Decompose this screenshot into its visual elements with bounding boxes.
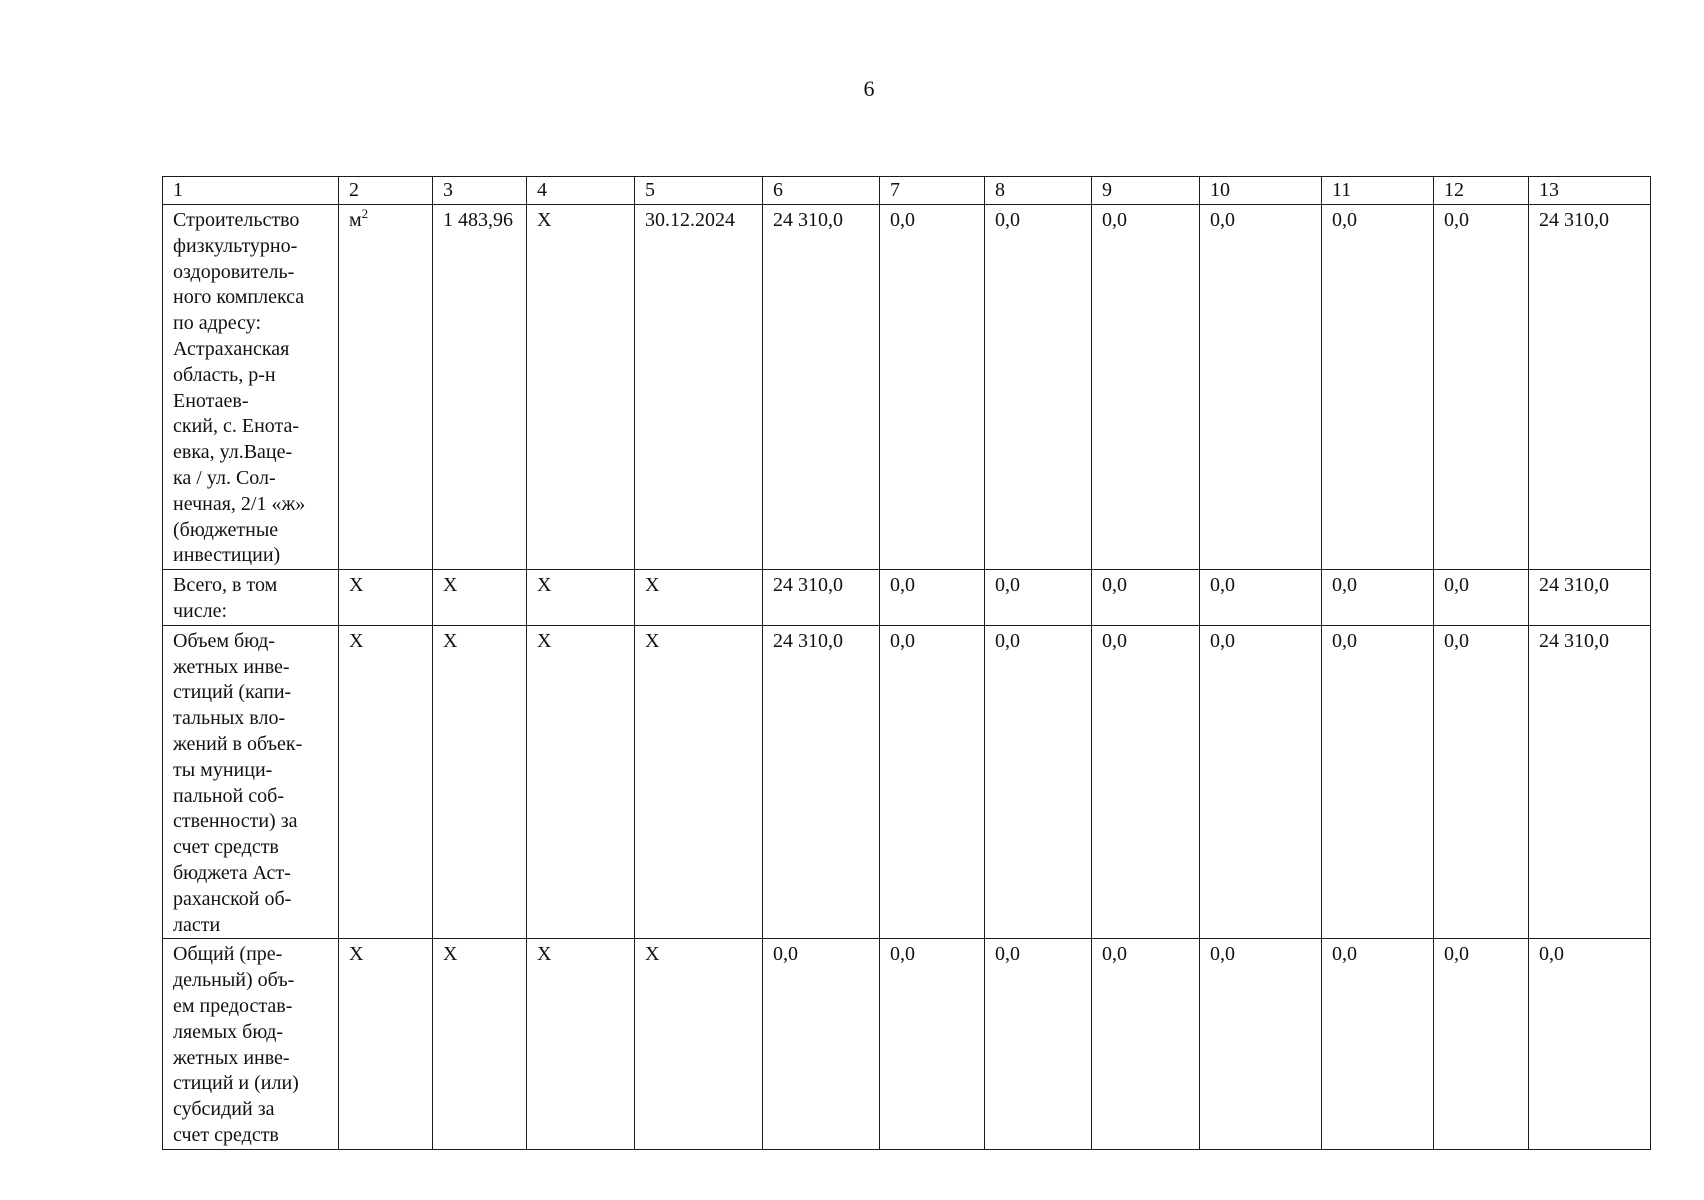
table-cell: 0,0	[880, 939, 985, 1149]
row-title-line: пальной соб-	[173, 784, 284, 807]
table-cell: X	[433, 570, 527, 626]
row-title-line: ляемых бюд-	[173, 1020, 284, 1043]
row-title-line: по адресу:	[173, 312, 262, 335]
row-title-line: субсидий за	[173, 1098, 275, 1121]
unit-value: м	[349, 209, 362, 231]
table-cell: 24 310,0	[1529, 570, 1651, 626]
row-title-line: жений в объек-	[173, 732, 303, 755]
row-title-line: счет средств	[173, 1123, 279, 1146]
table-cell: 0,0	[1200, 205, 1322, 570]
row-title-line: Общий (пре-	[173, 943, 283, 966]
table-cell: 0,0	[1200, 570, 1322, 626]
table-cell: 0,0	[1434, 939, 1529, 1149]
table-cell: X	[339, 570, 433, 626]
row-title-line: жетных инве-	[173, 1046, 290, 1069]
column-number: 4	[527, 177, 635, 205]
table-cell: 0,0	[1200, 939, 1322, 1149]
column-number: 11	[1322, 177, 1434, 205]
table-cell: 0,0	[880, 570, 985, 626]
table-cell: 0,0	[985, 939, 1092, 1149]
table-cell: X	[339, 625, 433, 939]
column-number: 8	[985, 177, 1092, 205]
row-title-line: числе:	[173, 599, 228, 622]
table-cell: X	[527, 205, 635, 570]
table-cell: 0,0	[1529, 939, 1651, 1149]
row-title-line: раханской об-	[173, 887, 292, 910]
row-title-line: ты муници-	[173, 758, 273, 781]
row-title-cell	[163, 625, 339, 939]
row-title-line: (бюджетные	[173, 518, 279, 541]
column-number: 13	[1529, 177, 1651, 205]
row-title-line: оздоровитель-	[173, 260, 295, 283]
row-title-line: ласти	[173, 913, 221, 936]
row-title-line: область, р-н	[173, 363, 276, 386]
row-title-line: Всего, в том	[173, 574, 278, 597]
row-title-line: ский, с. Енота-	[173, 415, 300, 438]
table-row-construction-object	[163, 205, 1651, 570]
column-number: 9	[1092, 177, 1200, 205]
table-cell: 0,0	[985, 625, 1092, 939]
row-title-line: Строительство	[173, 209, 300, 231]
column-number: 5	[635, 177, 763, 205]
table-cell: 1 483,96	[433, 205, 527, 570]
table-cell: 0,0	[1322, 939, 1434, 1149]
table-cell: X	[527, 625, 635, 939]
row-title-line: Объем бюд-	[173, 629, 275, 652]
row-title-cell	[163, 939, 339, 1149]
table-cell: 0,0	[1434, 570, 1529, 626]
row-title-line: ем предостав-	[173, 994, 293, 1017]
table-cell: 0,0	[985, 570, 1092, 626]
row-title-line: физкультурно-	[173, 234, 298, 257]
row-title-line: евка, ул.Ваце-	[173, 441, 293, 464]
table-cell: 0,0	[1322, 570, 1434, 626]
row-title-line: ственности) за	[173, 810, 298, 833]
row-title-line: ка / ул. Сол-	[173, 466, 276, 489]
table-cell: X	[339, 939, 433, 1149]
row-title-line: тальных вло-	[173, 707, 286, 730]
table-cell: 30.12.2024	[635, 205, 763, 570]
row-title-line: Астраханская	[173, 337, 290, 360]
table-cell: 0,0	[1434, 205, 1529, 570]
table-cell: 24 310,0	[763, 625, 880, 939]
row-title-line: дельный) объ-	[173, 969, 295, 992]
row-title-line: стиций и (или)	[173, 1072, 299, 1095]
row-title-line: счет средств	[173, 836, 279, 859]
table-cell: 0,0	[880, 625, 985, 939]
row-title-cell	[163, 570, 339, 626]
column-number: 3	[433, 177, 527, 205]
column-number: 6	[763, 177, 880, 205]
table-cell: X	[433, 625, 527, 939]
column-number: 12	[1434, 177, 1529, 205]
table-cell: X	[635, 570, 763, 626]
row-title-line: стиций (капи-	[173, 681, 292, 704]
table-cell: 0,0	[880, 205, 985, 570]
table-cell: 0,0	[1092, 625, 1200, 939]
column-number: 7	[880, 177, 985, 205]
table-cell: 24 310,0	[1529, 205, 1651, 570]
row-title-line: инвестиции)	[173, 544, 281, 567]
table-row-total	[163, 570, 1651, 626]
row-title-line: жетных инве-	[173, 655, 290, 678]
table-cell: 0,0	[1092, 939, 1200, 1149]
table-cell: X	[433, 939, 527, 1149]
row-title-line: Енотаев-	[173, 389, 249, 412]
column-number-row	[163, 177, 1651, 205]
unit-superscript: 2	[361, 206, 369, 221]
row-title-line: бюджета Аст-	[173, 861, 291, 884]
table-cell: X	[527, 939, 635, 1149]
row-title-cell	[163, 205, 339, 570]
table-cell: 0,0	[1322, 205, 1434, 570]
table-cell: 0,0	[1322, 625, 1434, 939]
row-title-line: нечная, 2/1 «ж»	[173, 492, 306, 515]
budget-investment-table	[162, 176, 1651, 1150]
table-cell: 0,0	[1434, 625, 1529, 939]
table-cell: 0,0	[985, 205, 1092, 570]
page-number: 6	[863, 76, 875, 101]
table-cell: 24 310,0	[763, 205, 880, 570]
table-cell: X	[635, 625, 763, 939]
table-cell: X	[635, 939, 763, 1149]
table-row-total-limit	[163, 939, 1651, 1149]
row-title-line: ного комплекса	[173, 286, 305, 309]
unit-cell	[339, 205, 433, 570]
table-cell: 0,0	[763, 939, 880, 1149]
column-number: 10	[1200, 177, 1322, 205]
table-cell: X	[527, 570, 635, 626]
table-cell: 0,0	[1092, 205, 1200, 570]
column-number: 1	[163, 177, 339, 205]
table-cell: 24 310,0	[1529, 625, 1651, 939]
table-cell: 24 310,0	[763, 570, 880, 626]
table-cell: 0,0	[1200, 625, 1322, 939]
table-row-budget-investments	[163, 625, 1651, 939]
column-number: 2	[339, 177, 433, 205]
table-cell: 0,0	[1092, 570, 1200, 626]
